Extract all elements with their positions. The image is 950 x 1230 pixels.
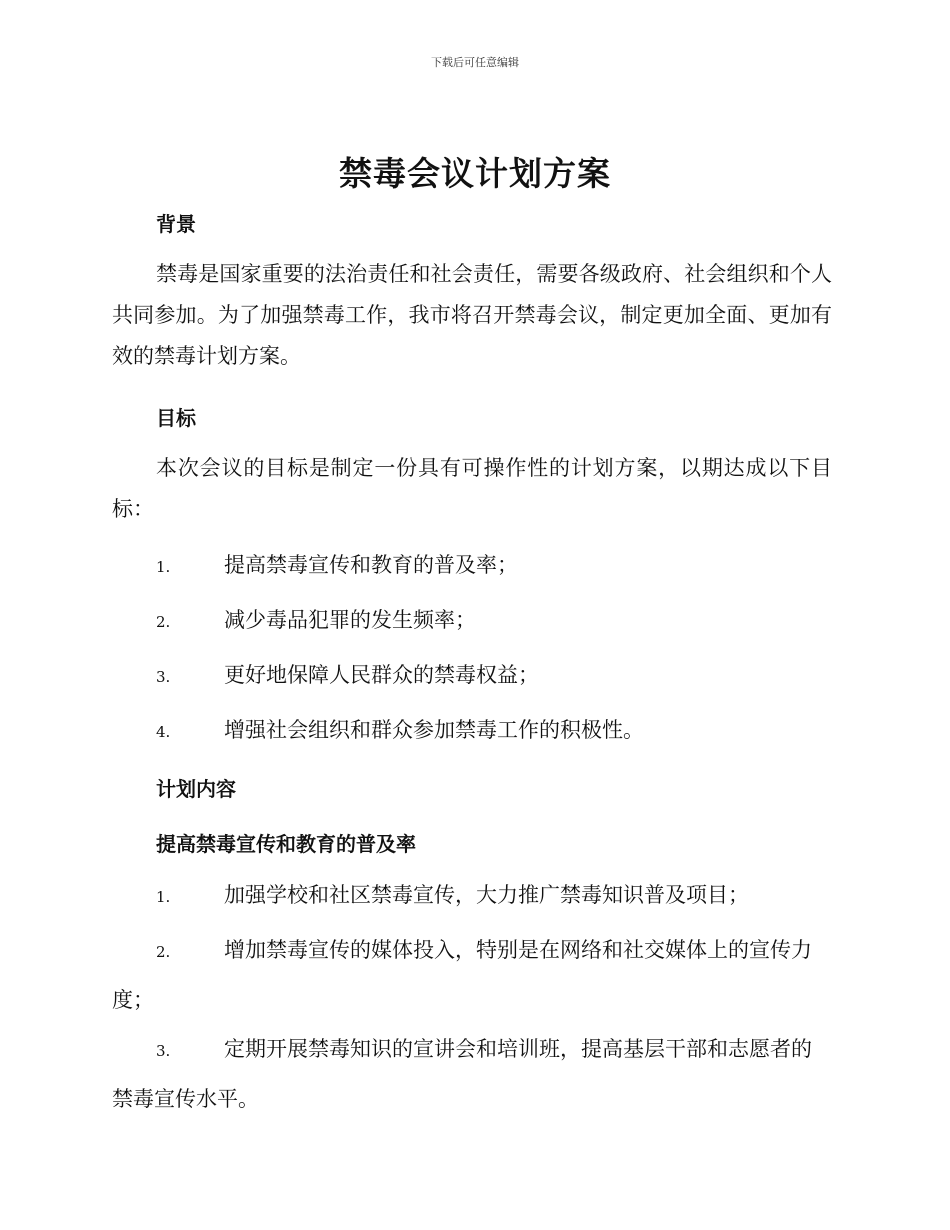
goal-item-text: 减少毒品犯罪的发生频率；	[224, 608, 476, 632]
plan-item-number: 2.	[156, 943, 171, 961]
goal-item	[112, 597, 832, 646]
plan-item-text: 定期开展禁毒知识的宣讲会和培训班，提高基层干部和志愿者的禁毒宣传水平。	[112, 1037, 812, 1111]
background-paragraph: 禁毒是国家重要的法治责任和社会责任，需要各级政府、社会组织和个人共同参加。为了加强禁毒工作，我市将召开禁毒会议，制定更加全面、更加有效的禁毒计划方案。	[112, 262, 832, 368]
goal-item-number: 1.	[156, 558, 171, 576]
goal-item-number: 2.	[156, 613, 171, 631]
goals-intro-paragraph: 本次会议的目标是制定一份具有可操作性的计划方案，以期达成以下目标：	[112, 456, 832, 521]
goal-item-text: 提高禁毒宣传和教育的普及率；	[224, 553, 518, 577]
section-heading-background: 背景	[156, 212, 196, 236]
plan-subheading: 提高禁毒宣传和教育的普及率	[156, 832, 416, 856]
goal-item	[112, 542, 832, 591]
plan-item	[112, 872, 832, 921]
goal-item-number: 3.	[156, 668, 171, 686]
section-heading-plan: 计划内容	[156, 777, 236, 801]
goal-item-text: 更好地保障人民群众的禁毒权益；	[224, 663, 539, 687]
plan-item-number: 1.	[156, 888, 171, 906]
goal-item	[112, 707, 832, 756]
plan-item	[112, 1025, 832, 1123]
plan-item-text: 增加禁毒宣传的媒体投入，特别是在网络和社交媒体上的宣传力度；	[112, 938, 812, 1012]
plan-item-number: 3.	[156, 1042, 171, 1060]
document-title: 禁毒会议计划方案	[339, 154, 611, 193]
goal-item-text: 增强社会组织和群众参加禁毒工作的积极性。	[224, 718, 644, 742]
goal-item	[112, 652, 832, 701]
header-note: 下载后可任意编辑	[431, 56, 519, 69]
section-heading-goals: 目标	[156, 406, 196, 430]
plan-item-text: 加强学校和社区禁毒宣传，大力推广禁毒知识普及项目；	[224, 883, 749, 907]
plan-item	[112, 926, 832, 1024]
goal-item-number: 4.	[156, 723, 171, 741]
